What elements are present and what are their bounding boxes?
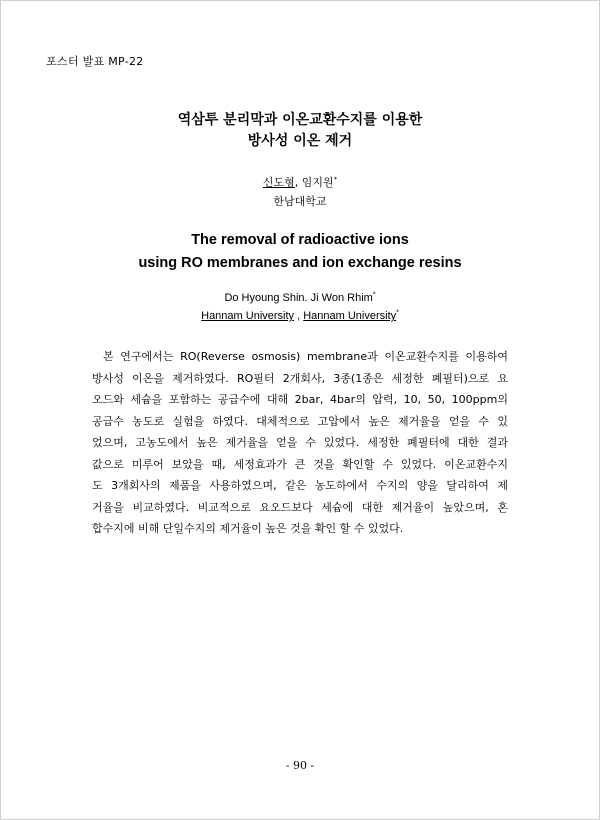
english-title-line-1: The removal of radioactive ions (191, 232, 409, 248)
abstract-line: 방사성 이온을 제거하였다. RO필터 2개회사, 3종(1종은 세정한 폐필터)으로 요 (92, 371, 508, 385)
english-affiliation-1: Hannam University (201, 310, 295, 322)
english-affiliation-mark: * (396, 309, 399, 317)
english-title-line-2: using RO membranes and ion exchange resins (138, 255, 462, 271)
page-number: - 90 - (285, 759, 315, 772)
korean-title-line-2: 방사성 이온 제거 (247, 133, 353, 149)
abstract-line: 오드와 세슘을 포함하는 공급수에 대해 2bar, 4bar의 압력, 10, 50, 100ppm의 (92, 393, 508, 406)
english-title (0, 229, 600, 275)
session-tag: 포스터 발표 MP-22 (46, 55, 144, 68)
korean-author-separator: , (294, 176, 302, 189)
abstract-line: 었으며, 고농도에서 높은 제거율을 얻을 수 있었다. 세정한 폐필터에 대한 결과 (92, 436, 508, 449)
abstract-line: 값으로 미루어 보았을 때, 세정효과가 큰 것을 확인할 수 있었다. 이온교환수지 (92, 457, 508, 471)
english-corresponding-mark: * (372, 291, 376, 299)
english-authors (0, 292, 600, 304)
english-affiliation-2: Hannam University (303, 310, 397, 322)
abstract-line: 공급수 농도로 실험을 하였다. 대체적으로 고압에서 높은 제거율을 얻을 수 있 (92, 414, 508, 428)
corresponding-mark: * (333, 175, 338, 184)
abstract-line: 도 3개회사의 제품을 사용하였으며, 같은 농도하에서 수지의 양을 달리하여 제 (92, 479, 508, 492)
korean-author-2: 임지원 (301, 176, 334, 189)
korean-title-line-1: 역삼투 분리막과 이온교환수지를 이용한 (177, 112, 423, 128)
english-author-names: Do Hyoung Shin. Ji Won Rhim (224, 292, 373, 304)
abstract-body (92, 346, 508, 540)
korean-affiliation: 한남대학교 (273, 195, 327, 208)
korean-authors (0, 174, 600, 190)
english-affiliations (0, 310, 600, 322)
abstract-line: 본 연구에서는 RO(Reverse osmosis) membrane과 이온교환수지를 이용하여 (103, 350, 508, 363)
korean-title (0, 110, 600, 152)
english-affiliation-separator: , (294, 310, 304, 322)
abstract-line: 거율을 비교하였다. 비교적으로 요오드보다 세슘에 대한 제거율이 높았으며, 혼 (92, 500, 508, 514)
abstract-line: 합수지에 비해 단일수지의 제거율이 높은 것을 확인 할 수 있었다. (92, 522, 404, 535)
korean-author-1: 신도형 (262, 176, 295, 189)
